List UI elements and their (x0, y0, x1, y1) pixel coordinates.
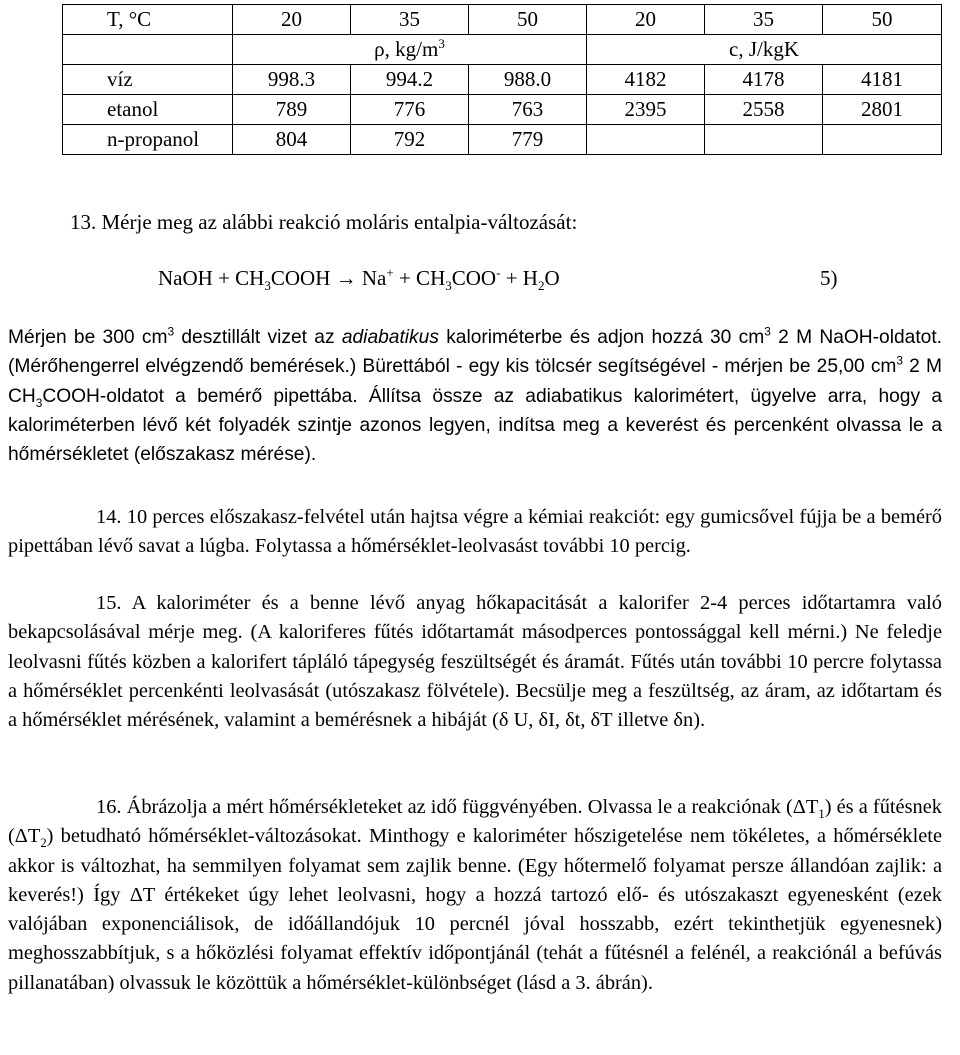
heat-capacity-header: c, J/kgK (587, 35, 942, 65)
task-16-paragraph: 16. Ábrázolja a mért hőmérsékleteket az idő függvényében. Olvassa le a reakciónak $(\Delta T_1)$ és a fűtésnek $(\Delta T_2)$ betudható hőmérséklet-változásokat. Minthogy e kaloriméter hőszigetelése nem tökéletes, a hőmérséklete akkor is változhat, ha semmilyen folyamat sem zajlik benne. (Egy hőtermelő folyamat persze állandóan zajlik: a keverés!) Így ΔT értékeket úgy lehet leolvasni, hogy a hozzá tartozó elő- és utószakaszt egyenesként (ezek valójában exponenciálisok, de időállandójuk 10 percnél jóval hosszabb, ezért tekinthetjük egyenesnek) meghosszabbítjuk, s a hőközlési folyamat effektív időpontjánál (tehát a fűtésnél a felénél, a reakciónál a befúvás pillanatában) olvassuk le közöttük a hőmérséklet-különbséget (lásd a 3. ábrán). (8, 796, 942, 994)
table-cell (587, 125, 705, 155)
table-cell: 988.0 (469, 65, 587, 95)
table-row (63, 95, 942, 125)
table-cell: 2395 (587, 95, 705, 125)
row-label: etanol (63, 95, 233, 125)
table-cell: 776 (351, 95, 469, 125)
table-cell (823, 125, 942, 155)
task-13-paragraph: Mérjen be 300 $cm^3$ desztillált vizet az adiabatikus kaloriméterbe és adjon hozzá 30 $cm^3$ 2 M NaOH-oldatot. (Mérőhengerrel elvégzendő bemérések.) Bürettából - egy kis tölcsér segítségével - mérjen be 25,00 $cm^3$ 2 M $CH_3COOH$-oldatot a bemérő pipettába. Állítsa össze az adiabatikus kalorimétert, ügyelve arra, hogy a kaloriméterben lévő két folyadék szintje azonos legyen, indítsa meg a keverést és percenként olvassa le a hőmérsékletet (előszakasz mérése). (8, 324, 942, 466)
row-label: n-propanol (63, 125, 233, 155)
table-cell: 4178 (705, 65, 823, 95)
task-13-heading: 13. Mérje meg az alábbi reakció moláris entalpia-változását: (70, 210, 578, 234)
table-cell: 4181 (823, 65, 942, 95)
header-cell: 50 (823, 5, 942, 35)
header-cell: T, °C (63, 5, 233, 35)
table-row (63, 65, 942, 95)
table-cell: 4182 (587, 65, 705, 95)
table-cell: 998.3 (233, 65, 351, 95)
header-cell: 35 (351, 5, 469, 35)
reaction-equation: NaOH + $CH_3COOH \to Na^+ + CH_3COO^- + H_2O$ (158, 265, 560, 294)
table-cell: 779 (469, 125, 587, 155)
table-cell: 789 (233, 95, 351, 125)
task-14-paragraph: 14. 10 perces előszakasz-felvétel után hajtsa végre a kémiai reakciót: egy gumicsővel fújja be a bemérő pipettában lévő savat a lúgba. Folytassa a hőmérséklet-leolvasást további 10 percig. (8, 506, 942, 558)
header-cell: 20 (233, 5, 351, 35)
header-cell: 35 (705, 5, 823, 35)
table-cell: 2558 (705, 95, 823, 125)
equation-number: 5) (820, 266, 838, 290)
task-15-paragraph: 15. A kaloriméter és a benne lévő anyag hőkapacitását a kalorifer 2-4 perces időtartamra való bekapcsolásával mérje meg. (A kaloriferes fűtés időtartamát másodperces pontossággal kell mérni.) Ne feledje leolvasni fűtés közben a kalorifert tápláló tápegység feszültségét és áramát. Fűtés után további 10 percre folytassa a hőmérséklet percenkénti leolvasását (utószakasz fölvétele). Becsülje meg a feszültség, az áram, az időtartam és a hőmérséklet mérésének, valamint a bemérésnek a hibáját (δ U, δI, δt, δT illetve δn). (8, 592, 942, 732)
table-subheader-row (63, 35, 942, 65)
table-cell: 792 (351, 125, 469, 155)
row-label: víz (63, 65, 233, 95)
table-cell: 763 (469, 95, 587, 125)
table-cell: 804 (233, 125, 351, 155)
table-row (63, 125, 942, 155)
properties-table (62, 4, 942, 155)
table-header-row (63, 5, 942, 35)
table-cell: 994.2 (351, 65, 469, 95)
subheader-empty (63, 35, 233, 65)
density-header: ρ, $kg/m^3$ (233, 35, 587, 65)
table-cell: 2801 (823, 95, 942, 125)
arrow-icon: → (335, 266, 357, 290)
table-cell (705, 125, 823, 155)
header-cell: 20 (587, 5, 705, 35)
header-cell: 50 (469, 5, 587, 35)
